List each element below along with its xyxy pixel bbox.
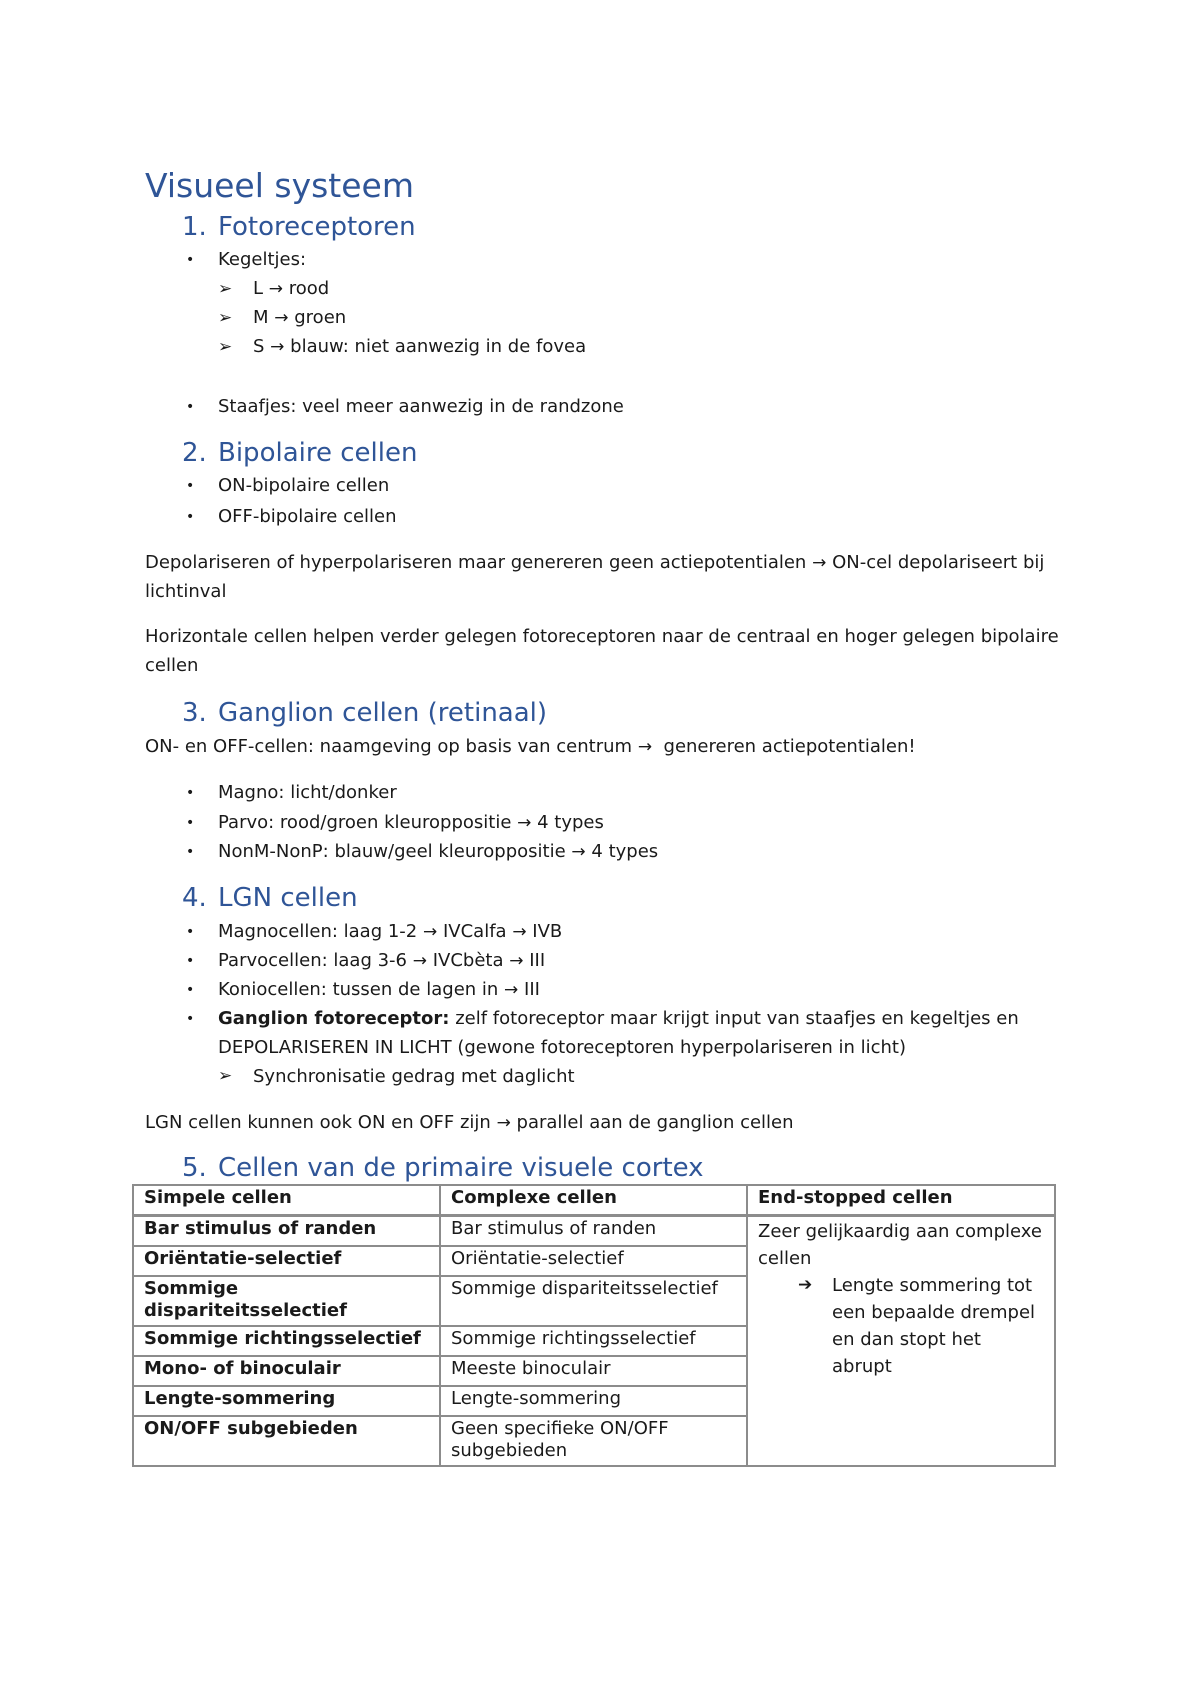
end-stopped-main: Zeer gelijkaardig aan complexe cellen [758, 1221, 1042, 1269]
section-5-heading: 5. Cellen van de primaire visuele cortex [182, 1153, 704, 1183]
list-item: Synchronisatie gedrag met daglicht [253, 1066, 575, 1087]
table-cell: ON/OFF subgebieden [133, 1416, 440, 1466]
bullet-icon: • [186, 924, 195, 940]
table-cell: Oriëntatie-selectief [133, 1246, 440, 1276]
arrow-icon: → [517, 813, 532, 833]
table-cell: Oriëntatie-selectief [440, 1246, 747, 1276]
table-cell: Sommige richtingsselectief [440, 1326, 747, 1356]
list-item-continuation: DEPOLARISEREN IN LICHT (gewone fotoreceptoren hyperpolariseren in licht) [218, 1037, 906, 1058]
list-item: Ganglion fotoreceptor: zelf fotoreceptor maar krijgt input van staafjes en kegeltjes en [218, 1008, 1019, 1029]
list-item: ON-bipolaire cellen [218, 475, 390, 496]
table-cell: Sommige dispariteitsselectief [133, 1276, 440, 1326]
table-header-row [133, 1185, 1055, 1216]
arrowhead-bullet-icon: ➢ [218, 1066, 233, 1086]
table-cell: Sommige dispariteitsselectief [440, 1276, 747, 1326]
list-item: Magno: licht/donker [218, 782, 397, 803]
bullet-icon: • [186, 478, 195, 494]
paragraph: ON- en OFF-cellen: naamgeving op basis van centrum → genereren actiepotentialen! [145, 736, 916, 757]
table-header-cell: Complexe cellen [440, 1185, 747, 1216]
table-header-cell: Simpele cellen [133, 1185, 440, 1216]
bullet-icon: • [186, 399, 195, 415]
bullet-icon: • [186, 509, 195, 525]
paragraph-continuation: cellen [145, 655, 199, 676]
arrow-icon: → [571, 842, 586, 862]
paragraph-continuation: lichtinval [145, 581, 227, 602]
section-3-heading: 3. Ganglion cellen (retinaal) [182, 698, 548, 728]
list-item: M → groen [253, 307, 347, 328]
list-item: S → blauw: niet aanwezig in de fovea [253, 336, 587, 357]
arrow-icon: → [423, 922, 438, 942]
table-cell: Bar stimulus of randen [440, 1216, 747, 1247]
arrow-icon: → [268, 279, 284, 299]
list-item: Parvocellen: laag 3-6 → IVCbèta → III [218, 950, 546, 971]
arrow-icon: → [637, 737, 653, 757]
list-item: Magnocellen: laag 1-2 → IVCalfa → IVB [218, 921, 563, 942]
arrow-icon: → [812, 553, 827, 573]
table-cell: Mono- of binoculair [133, 1356, 440, 1386]
list-item: OFF-bipolaire cellen [218, 506, 397, 527]
table-cell: Lengte-sommering [440, 1386, 747, 1416]
bullet-icon: • [186, 844, 195, 860]
arrow-icon: → [509, 951, 524, 971]
table-cell: Sommige richtingsselectief [133, 1326, 440, 1356]
arrowhead-bullet-icon: ➢ [218, 308, 233, 328]
section-4-heading: 4. LGN cellen [182, 883, 358, 913]
bullet-icon: • [186, 785, 195, 801]
list-item: Parvo: rood/groen kleuroppositie → 4 types [218, 812, 604, 833]
arrow-icon: → [496, 1113, 511, 1133]
paragraph: LGN cellen kunnen ook ON en OFF zijn → parallel aan de ganglion cellen [145, 1112, 794, 1133]
table-cell: Lengte-sommering [133, 1386, 440, 1416]
comparison-table [132, 1184, 1056, 1467]
paragraph: Depolariseren of hyperpolariseren maar genereren geen actiepotentialen → ON-cel depolariseert bij [145, 552, 1045, 573]
bullet-icon: • [186, 252, 195, 268]
section-2-heading: 2. Bipolaire cellen [182, 438, 418, 468]
list-item: NonM-NonP: blauw/geel kleuroppositie → 4 types [218, 841, 659, 862]
arrowhead-bullet-icon: ➢ [218, 337, 233, 357]
table-row [133, 1216, 1055, 1247]
arrow-icon: → [504, 980, 519, 1000]
end-stopped-cell [747, 1216, 1055, 1467]
arrowhead-bullet-icon: ➢ [218, 279, 233, 299]
arrow-icon: → [270, 337, 285, 357]
bullet-icon: • [186, 982, 195, 998]
list-item: Staafjes: veel meer aanwezig in de randzone [218, 396, 624, 417]
paragraph: Horizontale cellen helpen verder gelegen fotoreceptoren naar de centraal en hoger gelegen bipolaire [145, 626, 1059, 647]
arrow-icon: → [274, 308, 289, 328]
list-item: L → rood [253, 278, 330, 299]
document-title: Visueel systeem [145, 166, 414, 205]
table-header-cell: End-stopped cellen [747, 1185, 1055, 1216]
end-stopped-sub: ➔ Lengte sommering tot een bepaalde drempel en dan stopt het abrupt [758, 1272, 1044, 1380]
list-item: Koniocellen: tussen de lagen in → III [218, 979, 540, 1000]
arrow-icon: → [412, 951, 427, 971]
bullet-icon: • [186, 815, 195, 831]
bullet-icon: • [186, 1011, 195, 1027]
table-cell: Meeste binoculair [440, 1356, 747, 1386]
list-item: Kegeltjes: [218, 249, 307, 270]
table-cell: Geen specifieke ON/OFF subgebieden [440, 1416, 747, 1466]
table-cell: Bar stimulus of randen [133, 1216, 440, 1247]
arrow-icon: → [512, 922, 527, 942]
section-1-heading: 1. Fotoreceptoren [182, 212, 416, 242]
arrow-icon: ➔ [798, 1275, 813, 1295]
bullet-icon: • [186, 953, 195, 969]
